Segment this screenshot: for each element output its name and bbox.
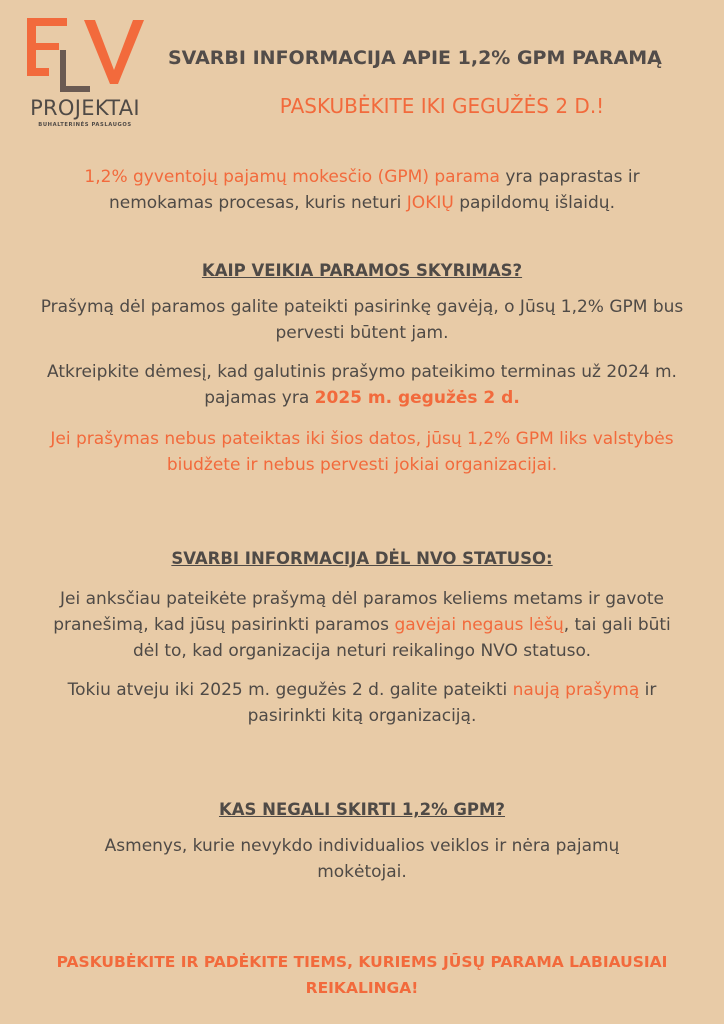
page-title: SVARBI INFORMACIJA APIE 1,2% GPM PARAMĄ (168, 47, 662, 69)
company-logo (18, 12, 148, 132)
paragraph-line: Jei anksčiau pateikėte prašymą dėl paramos keliems metams ir gavote (59, 589, 664, 609)
paragraph-line: Asmenys, kurie nevykdo individualios veiklos ir nėra pajamų (104, 836, 620, 856)
paragraph-line: Prašymą dėl paramos galite pateikti pasirinkę gavėją, o Jūsų 1,2% GPM bus (40, 297, 684, 317)
paragraph-line: pervesti būtent jam. (275, 323, 449, 343)
logo-subtitle: BUHALTERINĖS PASLAUGOS (38, 122, 132, 128)
footer-call-to-action (0, 949, 724, 1001)
paragraph-text: pajamas yra (204, 388, 315, 408)
paragraph-text: pranešimą, kad jūsų pasirinkti paramos (53, 615, 395, 635)
paragraph-line: mokėtojai. (317, 862, 407, 882)
intro-highlight: 1,2% gyventojų pajamų mokesčio (GPM) parama (84, 167, 500, 187)
section-heading-nvo-status: SVARBI INFORMACIJA DĖL NVO STATUSO: (171, 549, 553, 568)
elv-logo-mark-icon (22, 12, 148, 98)
section2-paragraph-2 (0, 677, 724, 729)
section2-paragraph-1 (0, 586, 724, 664)
section1-warning-paragraph (0, 426, 724, 478)
paragraph-line: Jei prašymas nebus pateiktas iki šios datos, jūsų 1,2% GPM liks valstybės (50, 429, 674, 449)
paragraph-text: , tai gali būti (563, 615, 671, 635)
footer-line: PASKUBĖKITE IR PADĖKITE TIEMS, KURIEMS JŪSŲ PARAMA LABIAUSIAI (56, 953, 668, 971)
no-funds-highlight: gavėjai negaus lėšų (394, 615, 564, 635)
paragraph-line: pasirinkti kitą organizaciją. (247, 706, 477, 726)
intro-text: yra paprastas ir (499, 167, 640, 187)
paragraph-text: ir (639, 680, 657, 700)
section3-paragraph (0, 833, 724, 885)
paragraph-line: dėl to, kad organizacija neturi reikalingo NVO statuso. (132, 641, 592, 661)
section-heading-who-cannot: KAS NEGALI SKIRTI 1,2% GPM? (218, 800, 506, 819)
new-request-highlight: naują prašymą (512, 680, 640, 700)
deadline-highlight: 2025 m. gegužės 2 d. (314, 388, 520, 408)
paragraph-text: Tokiu atveju iki 2025 m. gegužės 2 d. galite pateikti (67, 680, 513, 700)
intro-jokiu-highlight: JOKIŲ (406, 193, 454, 213)
logo-wordmark: PROJEKTAI (30, 96, 140, 120)
paragraph-line: biudžete ir nebus pervesti jokiai organizacijai. (166, 455, 558, 475)
footer-line: REIKALINGA! (305, 979, 419, 997)
intro-text: nemokamas procesas, kuris neturi (108, 193, 407, 213)
intro-text: papildomų išlaidų. (453, 193, 615, 213)
deadline-subtitle: PASKUBĖKITE IKI GEGUŽĖS 2 D.! (279, 94, 605, 118)
paragraph-line: Atkreipkite dėmesį, kad galutinis prašymo pateikimo terminas už 2024 m. (47, 362, 677, 382)
section1-paragraph-1 (0, 294, 724, 346)
intro-paragraph (0, 164, 724, 216)
section1-paragraph-2 (0, 359, 724, 411)
section-heading-how-it-works: KAIP VEIKIA PARAMOS SKYRIMAS? (201, 261, 523, 280)
